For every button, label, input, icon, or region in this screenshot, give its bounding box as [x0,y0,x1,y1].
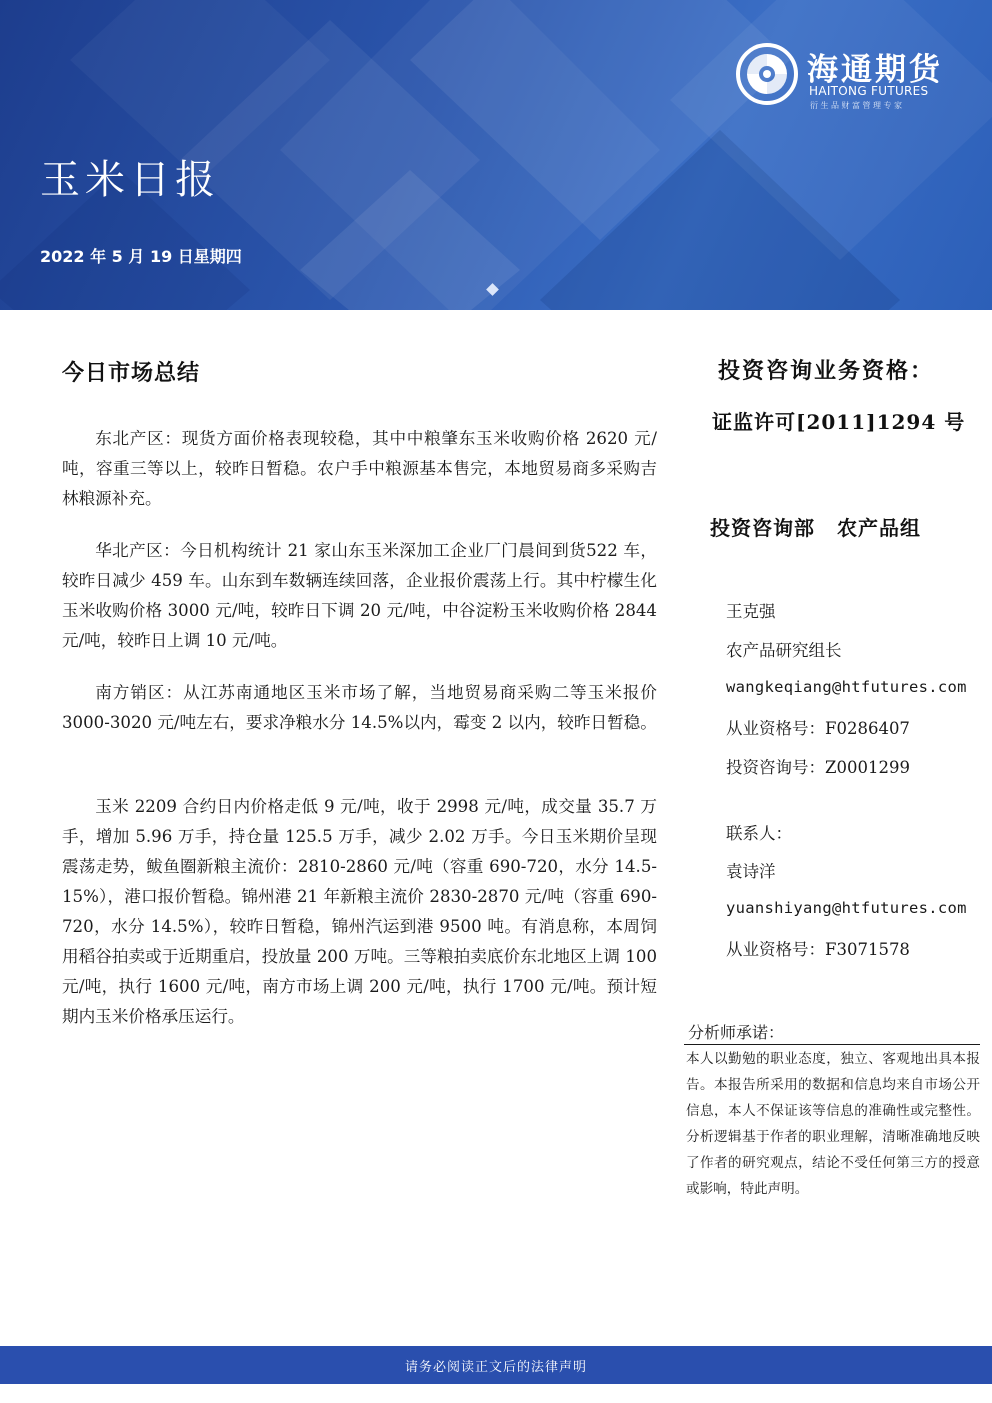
market-summary-heading: 今日市场总结 [62,360,201,386]
summary-paragraph-north-china: 华北产区：今日机构统计 21 家山东玉米深加工企业厂门晨间到货522 车，较昨日减少 459 车。山东到车数辆连续回落，企业报价震荡上行。其中柠檬生化玉米收购价格 3000 元/吨，较昨日下调 20 元/吨，中谷淀粉玉米收购价格 2844 元/吨，较昨日上调 10 元/吨。 [62,541,657,650]
haitong-logo-mark-icon [735,42,799,106]
haitong-logo [735,38,955,118]
license-number: 证监许可[2011]1294 号 [712,410,966,434]
contact-email-link[interactable]: yuanshiyang@htfutures.com [726,899,967,917]
footer-legal-notice-link[interactable]: 请务必阅读正文后的法律声明 [404,1360,587,1375]
summary-paragraph-futures: 玉米 2209 合约日内价格走低 9 元/吨，收于 2998 元/吨，成交量 35.7 万手，增加 5.96 万手，持仓量 125.5 万手，减少 2.02 万手。今日玉米期价呈现震荡走势，鲅鱼圈新粮主流价：2810-2860 元/吨（容重 690-720，水分 14.5-15%），港口报价暂稳。锦州港 21 年新粮主流价 2830-2870 元/吨（容重 690-720，水分 14.5%），较昨日暂稳，锦州汽运到港 9500 吨。有消息称，本周饲用稻谷拍卖或于近期重启，投放量 200 万吨。三等粮拍卖底价东北地区上调 100 元/吨，执行 1600 元/吨，南方市场上调 200 元/吨，执行 1700 元/吨。预计短期内玉米价格承压运行。 [62,797,657,1026]
contact-qualification-number: 从业资格号：F3071578 [726,940,910,959]
analyst-consulting-number: 投资咨询号：Z0001299 [726,758,910,777]
header-banner [0,0,992,310]
group-name: 农产品组 [837,516,921,540]
analyst-promise-heading: 分析师承诺： [688,1023,785,1042]
report-date: 2022 年 5 月 19 日星期四 [40,247,242,266]
department-line [710,512,921,541]
contact-label: 联系人： [726,824,792,843]
qualification-heading: 投资咨询业务资格： [718,358,935,384]
analyst-promise-text: 本人以勤勉的职业态度，独立、客观地出具本报告。本报告所采用的数据和信息均来自市场公开信息，本人不保证该等信息的准确性或完整性。分析逻辑基于作者的职业理解，清晰准确地反映了作者的研究观点，结论不受任何第三方的授意或影响，特此声明。 [686,1051,980,1197]
analyst-name: 王克强 [726,602,776,621]
contact-name: 袁诗洋 [726,862,776,881]
analyst-email-link[interactable]: wangkeqiang@htfutures.com [726,678,967,696]
analyst-qualification-number: 从业资格号：F0286407 [726,719,910,738]
logo-chinese-name: 海通期货 [807,52,943,88]
summary-paragraph-south-sales: 南方销区：从江苏南通地区玉米市场了解，当地贸易商采购二等玉米报价 3000-3020 元/吨左右，要求净粮水分 14.5%以内，霉变 2 以内，较昨日暂稳。 [62,683,657,732]
department-name: 投资咨询部 [710,516,815,540]
summary-paragraph-northeast: 东北产区：现货方面价格表现较稳，其中中粮肇东玉米收购价格 2620 元/吨，容重三等以上，较昨日暂稳。农户手中粮源基本售完，本地贸易商多采购吉林粮源补充。 [62,429,657,508]
analyst-role: 农产品研究组长 [726,641,842,660]
logo-english-name: HAITONG FUTURES [809,84,929,98]
promise-divider [684,1044,980,1045]
report-title: 玉米日报 [40,157,220,203]
logo-tagline: 衍生品财富管理专家 [810,101,905,110]
